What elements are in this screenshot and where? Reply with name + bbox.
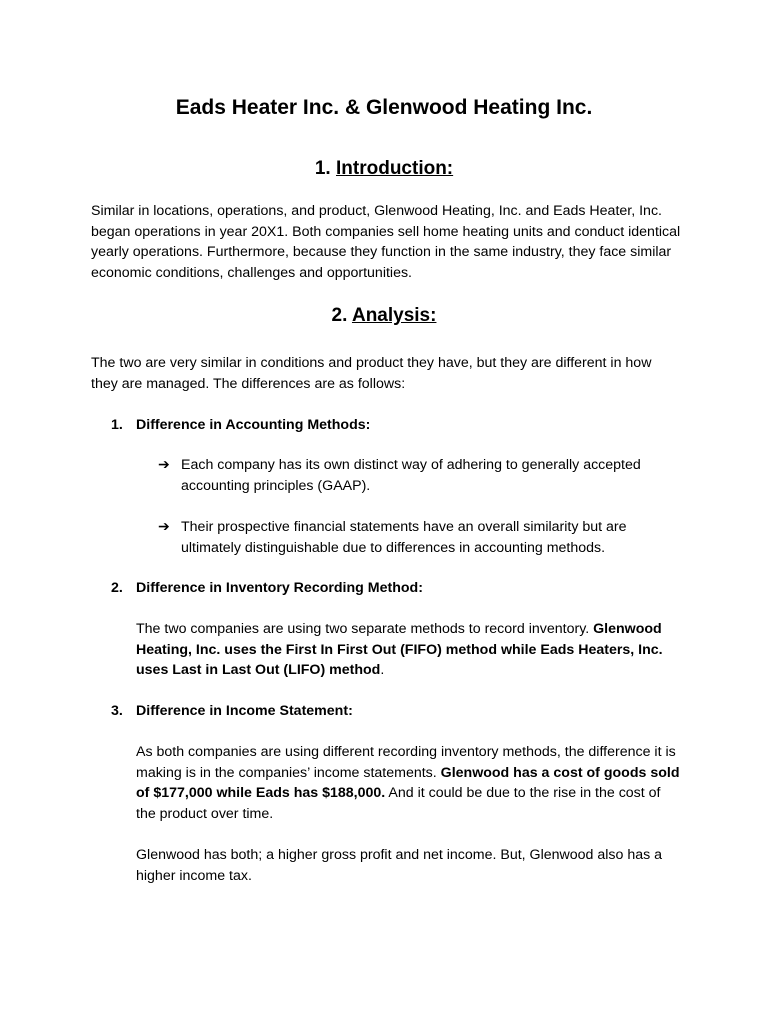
item-number: 3. bbox=[111, 703, 123, 719]
inventory-method-paragraph bbox=[136, 619, 681, 681]
bullet-text: Each company has its own distinct way of adhering to generally accepted accounting principles (GAAP). bbox=[181, 457, 641, 494]
income-statement-paragraph bbox=[136, 742, 681, 824]
item-title: Difference in Inventory Recording Method: bbox=[136, 580, 423, 596]
section-number: 1. bbox=[314, 158, 331, 179]
item-heading-accounting-methods bbox=[111, 415, 671, 435]
item-number: 2. bbox=[111, 580, 123, 596]
section-title: Analysis: bbox=[351, 305, 437, 326]
document-title: Eads Heater Inc. & Glenwood Heating Inc. bbox=[175, 96, 593, 119]
bold-text: Glenwood has a cost of goods sold of $177,000 while Eads has $188,000. bbox=[136, 764, 680, 801]
plain-text: The two companies are using two separate methods to record inventory. bbox=[136, 621, 594, 637]
section-title: Introduction: bbox=[336, 158, 454, 179]
arrow-bullet-icon: ➔ bbox=[158, 519, 170, 535]
section-heading-introduction bbox=[0, 156, 768, 182]
item-number: 1. bbox=[111, 417, 123, 433]
income-statement-paragraph-2: Glenwood has both; a higher gross profit and net income. But, Glenwood also has a higher income tax. bbox=[136, 847, 663, 884]
item-title: Difference in Income Statement: bbox=[136, 703, 353, 719]
section-heading-analysis bbox=[0, 303, 768, 329]
item-title: Difference in Accounting Methods: bbox=[136, 417, 371, 433]
arrow-bullet-icon: ➔ bbox=[158, 457, 170, 473]
bullet-item bbox=[158, 455, 678, 496]
intro-paragraph: Similar in locations, operations, and product, Glenwood Heating, Inc. and Eads Heater, Inc. began operations in year 20X1. Both companies sell home heating units and conduct identical yearly operations. Furthermore, because they function in the same industry, they face similar economic conditions, challenges and opportunities. bbox=[91, 203, 681, 281]
bullet-item bbox=[158, 517, 678, 558]
item-heading-inventory-method bbox=[111, 578, 671, 598]
analysis-paragraph: The two are very similar in conditions and product they have, but they are different in how they are managed. The differences are as follows: bbox=[91, 355, 652, 392]
bullet-text: Their prospective financial statements have an overall similarity but are ultimately distinguishable due to differences in accounting methods. bbox=[181, 519, 627, 556]
plain-text-end: . bbox=[380, 662, 385, 678]
plain-text: As both companies are using different recording inventory methods, the difference it is making is in the companies’ income statements. bbox=[136, 744, 676, 781]
item-heading-income-statement bbox=[111, 701, 671, 721]
section-number: 2. bbox=[331, 305, 348, 326]
bold-text: Glenwood Heating, Inc. uses the First In First Out (FIFO) method while Eads Heaters, Inc. uses Last in Last Out (LIFO) method bbox=[136, 621, 663, 678]
plain-text-end: And it could be due to the rise in the cost of the product over time. bbox=[136, 785, 661, 822]
